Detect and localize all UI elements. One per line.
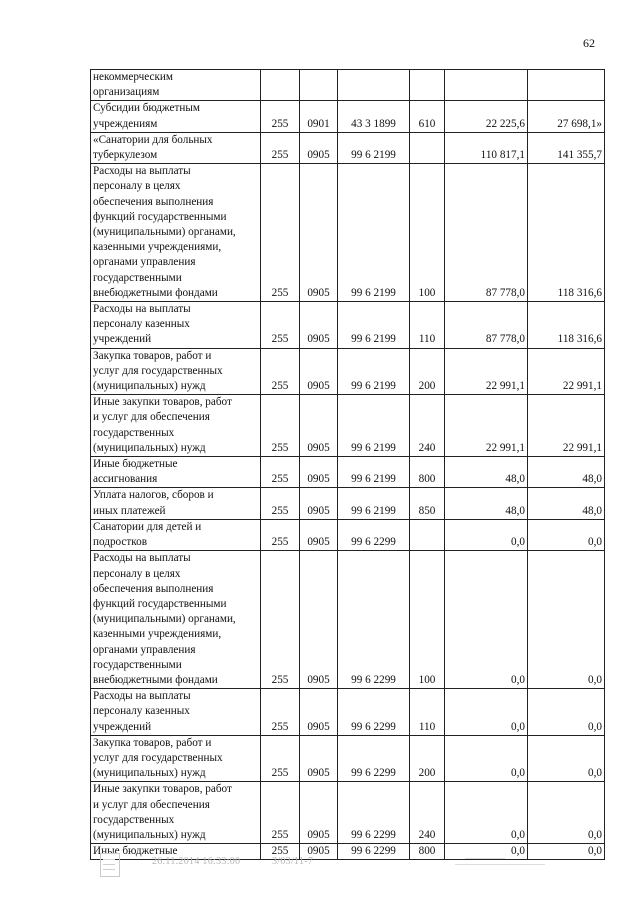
table-row — [91, 457, 605, 488]
row-sum2-cell: 22 991,1 — [528, 348, 605, 395]
budget-table-body — [91, 70, 605, 860]
row-target-cell: 99 6 2199 — [338, 395, 410, 457]
row-name-line: Расходы на выплаты — [93, 552, 191, 565]
row-sum1-cell: 87 778,0 — [445, 302, 528, 349]
table-row — [91, 735, 605, 782]
row-name-cell — [91, 348, 261, 395]
row-vr-cell: 200 — [410, 348, 445, 395]
row-sum1-cell: 0,0 — [445, 844, 528, 860]
row-code-cell: 255 — [261, 519, 300, 550]
row-name-cell — [91, 395, 261, 457]
row-name-cell — [91, 164, 261, 302]
row-name-line: и услуг для обеспечения — [93, 411, 210, 424]
row-sum2-cell: 0,0 — [528, 782, 605, 844]
barcode-stamp-icon — [96, 850, 122, 880]
row-code-cell: 255 — [261, 735, 300, 782]
row-sum1-cell: 0,0 — [445, 782, 528, 844]
row-name-line: органами управления — [93, 643, 196, 656]
row-section-cell — [300, 70, 338, 101]
row-vr-cell — [410, 132, 445, 163]
row-name-line: государственными — [93, 658, 182, 671]
row-section-cell: 0905 — [300, 132, 338, 163]
row-name-line: Расходы на выплаты — [93, 303, 191, 316]
row-target-cell: 99 6 2199 — [338, 302, 410, 349]
row-target-cell — [338, 70, 410, 101]
row-code-cell: 255 — [261, 164, 300, 302]
row-section-cell: 0905 — [300, 782, 338, 844]
row-name-line: (муниципальными) органами, — [93, 226, 236, 239]
row-sum2-cell: 22 991,1 — [528, 395, 605, 457]
row-name-line: государственными — [93, 271, 182, 284]
row-sum1-cell: 48,0 — [445, 457, 528, 488]
row-name-line: Субсидии бюджетным — [93, 102, 200, 115]
row-sum2-cell: 141 355,7 — [528, 132, 605, 163]
row-code-cell: 255 — [261, 488, 300, 519]
table-row — [91, 488, 605, 519]
row-sum2-cell: 48,0 — [528, 457, 605, 488]
table-row — [91, 348, 605, 395]
row-name-cell — [91, 101, 261, 132]
row-target-cell: 99 6 2299 — [338, 844, 410, 860]
row-name-line: (муниципальных) нужд — [93, 441, 206, 454]
row-name-cell — [91, 782, 261, 844]
row-name-line: «Санатории для больных — [93, 133, 213, 146]
table-row — [91, 302, 605, 349]
row-name-line: учреждениям — [93, 117, 158, 130]
row-vr-cell: 100 — [410, 164, 445, 302]
row-name-cell — [91, 689, 261, 736]
row-sum2-cell: 0,0 — [528, 689, 605, 736]
row-code-cell — [261, 70, 300, 101]
row-name-line: услуг для государственных — [93, 364, 223, 377]
row-name-line: персоналу казенных — [93, 705, 190, 718]
row-vr-cell: 110 — [410, 689, 445, 736]
row-section-cell: 0905 — [300, 395, 338, 457]
row-name-line: казенными учреждениями, — [93, 628, 222, 641]
row-name-line: ассигнования — [93, 473, 158, 486]
row-sum1-cell: 87 778,0 — [445, 164, 528, 302]
row-name-line: учреждений — [93, 333, 152, 346]
row-section-cell: 0905 — [300, 735, 338, 782]
row-sum1-cell: 0,0 — [445, 551, 528, 689]
row-name-line: Закупка товаров, работ и — [93, 349, 212, 362]
row-sum2-cell: 0,0 — [528, 519, 605, 550]
row-section-cell: 0905 — [300, 164, 338, 302]
table-row — [91, 70, 605, 101]
row-name-line: Расходы на выплаты — [93, 690, 191, 703]
row-name-line: подростков — [93, 536, 148, 549]
row-name-line: и услуг для обеспечения — [93, 798, 210, 811]
row-name-cell — [91, 519, 261, 550]
row-vr-cell: 240 — [410, 395, 445, 457]
row-section-cell: 0905 — [300, 302, 338, 349]
row-code-cell: 255 — [261, 348, 300, 395]
row-name-line: некоммерческим — [93, 71, 173, 83]
row-name-line: казенными учреждениями, — [93, 241, 222, 254]
footer-timestamp: 26.11.2014 16:33:00 — [152, 856, 241, 867]
row-code-cell: 255 — [261, 395, 300, 457]
row-name-line: туберкулезом — [93, 149, 158, 162]
row-sum2-cell: 0,0 — [528, 844, 605, 860]
row-sum2-cell — [528, 70, 605, 101]
row-vr-cell — [410, 70, 445, 101]
row-name-line: персоналу в целях — [93, 567, 181, 580]
row-name-line: услуг для государственных — [93, 751, 223, 764]
row-vr-cell: 100 — [410, 551, 445, 689]
row-code-cell: 255 — [261, 844, 300, 860]
row-name-line: Уплата налогов, сборов и — [93, 489, 214, 502]
row-sum1-cell: 110 817,1 — [445, 132, 528, 163]
budget-table — [90, 69, 605, 860]
row-code-cell: 255 — [261, 132, 300, 163]
row-vr-cell: 850 — [410, 488, 445, 519]
table-row — [91, 689, 605, 736]
row-vr-cell: 800 — [410, 844, 445, 860]
row-vr-cell: 240 — [410, 782, 445, 844]
row-section-cell: 0905 — [300, 519, 338, 550]
row-name-line: (муниципальных) нужд — [93, 828, 206, 841]
row-name-cell — [91, 488, 261, 519]
row-code-cell: 255 — [261, 689, 300, 736]
row-vr-cell: 800 — [410, 457, 445, 488]
row-name-cell — [91, 132, 261, 163]
row-vr-cell: 110 — [410, 302, 445, 349]
row-sum2-cell: 0,0 — [528, 551, 605, 689]
row-name-line: Закупка товаров, работ и — [93, 736, 212, 749]
row-target-cell: 99 6 2299 — [338, 551, 410, 689]
row-target-cell: 99 6 2199 — [338, 348, 410, 395]
row-target-cell: 99 6 2299 — [338, 735, 410, 782]
row-name-line: учреждений — [93, 720, 152, 733]
table-row — [91, 101, 605, 132]
row-name-line: Расходы на выплаты — [93, 165, 191, 178]
row-target-cell: 99 6 2199 — [338, 132, 410, 163]
row-code-cell: 255 — [261, 782, 300, 844]
row-name-line: государственных — [93, 813, 175, 826]
row-vr-cell: 610 — [410, 101, 445, 132]
row-section-cell: 0905 — [300, 348, 338, 395]
row-section-cell: 0901 — [300, 101, 338, 132]
row-code-cell: 255 — [261, 302, 300, 349]
row-sum1-cell: 48,0 — [445, 488, 528, 519]
table-row — [91, 519, 605, 550]
row-vr-cell: 200 — [410, 735, 445, 782]
row-name-line: (муниципальных) нужд — [93, 767, 206, 780]
row-sum2-cell: 48,0 — [528, 488, 605, 519]
row-target-cell: 99 6 2299 — [338, 519, 410, 550]
row-name-line: иных платежей — [93, 504, 166, 517]
table-row — [91, 395, 605, 457]
table-row — [91, 164, 605, 302]
row-section-cell: 0905 — [300, 457, 338, 488]
table-row — [91, 551, 605, 689]
row-section-cell: 0905 — [300, 551, 338, 689]
row-name-line: организациям — [93, 86, 160, 99]
page-number: 62 — [583, 36, 595, 50]
row-sum1-cell: 22 225,6 — [445, 101, 528, 132]
row-vr-cell — [410, 519, 445, 550]
row-name-cell — [91, 551, 261, 689]
table-row — [91, 132, 605, 163]
row-name-line: персоналу в целях — [93, 180, 181, 193]
row-target-cell: 99 6 2199 — [338, 164, 410, 302]
row-sum1-cell: 0,0 — [445, 735, 528, 782]
row-section-cell: 0905 — [300, 488, 338, 519]
row-code-cell: 255 — [261, 551, 300, 689]
row-sum1-cell: 0,0 — [445, 689, 528, 736]
row-name-line: Иные бюджетные — [93, 845, 178, 858]
row-name-line: Иные бюджетные — [93, 458, 178, 471]
row-target-cell: 99 6 2199 — [338, 488, 410, 519]
row-name-line: Иные закупки товаров, работ — [93, 783, 232, 796]
row-name-line: (муниципальными) органами, — [93, 613, 236, 626]
row-sum2-cell: 118 316,6 — [528, 164, 605, 302]
faint-signature-mark — [455, 855, 555, 865]
row-sum1-cell: 0,0 — [445, 519, 528, 550]
row-name-cell — [91, 735, 261, 782]
row-name-line: Санатории для детей и — [93, 520, 202, 533]
row-code-cell: 255 — [261, 457, 300, 488]
row-section-cell: 0905 — [300, 689, 338, 736]
row-name-cell — [91, 457, 261, 488]
row-name-cell — [91, 70, 261, 101]
row-sum2-cell: 0,0 — [528, 735, 605, 782]
row-name-line: внебюджетными фондами — [93, 673, 218, 686]
row-name-line: персоналу казенных — [93, 318, 190, 331]
row-sum1-cell: 22 991,1 — [445, 395, 528, 457]
row-name-cell — [91, 302, 261, 349]
row-name-line: внебюджетными фондами — [93, 286, 218, 299]
row-sum2-cell: 27 698,1» — [528, 101, 605, 132]
row-code-cell: 255 — [261, 101, 300, 132]
row-section-cell: 0905 — [300, 844, 338, 860]
row-name-line: функций государственными — [93, 210, 227, 223]
table-row — [91, 782, 605, 844]
row-name-line: органами управления — [93, 256, 196, 269]
row-target-cell: 99 6 2299 — [338, 689, 410, 736]
footer-doc-id: 3/03/11-7 — [272, 856, 314, 867]
row-name-line: Иные закупки товаров, работ — [93, 396, 232, 409]
row-sum1-cell: 22 991,1 — [445, 348, 528, 395]
row-target-cell: 99 6 2199 — [338, 457, 410, 488]
row-name-line: обеспечения выполнения — [93, 195, 214, 208]
row-target-cell: 43 3 1899 — [338, 101, 410, 132]
row-name-line: (муниципальных) нужд — [93, 380, 206, 393]
row-target-cell: 99 6 2299 — [338, 782, 410, 844]
row-name-line: государственных — [93, 426, 175, 439]
row-sum2-cell: 118 316,6 — [528, 302, 605, 349]
row-sum1-cell — [445, 70, 528, 101]
row-name-line: функций государственными — [93, 597, 227, 610]
row-name-line: обеспечения выполнения — [93, 582, 214, 595]
